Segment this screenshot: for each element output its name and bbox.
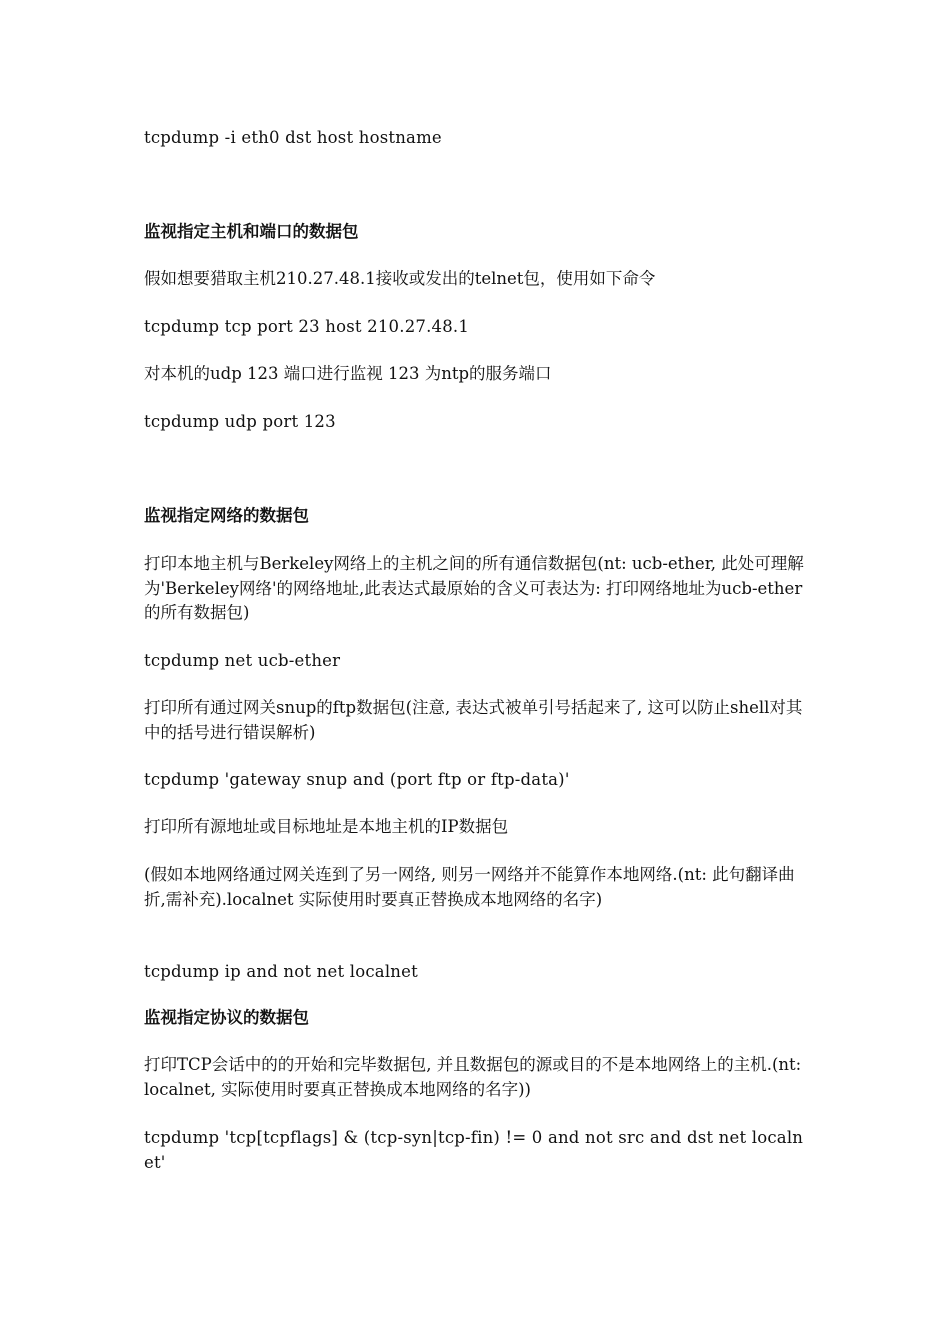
section-heading-network: 监视指定网络的数据包 [144,506,309,525]
paragraph: 打印本地主机与Berkeley网络上的主机之间的所有通信数据包(nt: ucb-ether, 此处可理解为'Berkeley网络'的网络地址,此表达式最原始的含义可表达为: 打印网络地址为ucb-ether的所有数据包) [144,554,804,622]
paragraph: 打印所有源地址或目标地址是本地主机的IP数据包 [144,817,509,836]
section-heading-host-port: 监视指定主机和端口的数据包 [144,222,359,241]
paragraph: (假如本地网络通过网关连到了另一网络, 则另一网络并不能算作本地网络.(nt: 此句翻译曲折,需补充).localnet 实际使用时要真正替换成本地网络的名字) [144,865,795,909]
section-heading-protocol: 监视指定协议的数据包 [144,1008,309,1027]
command-line: tcpdump net ucb-ether [144,651,341,670]
command-line: tcpdump ip and not net localnet [144,962,418,981]
command-line: tcpdump -i eth0 dst host hostname [144,128,442,147]
command-line: tcpdump 'tcp[tcpflags] & (tcp-syn|tcp-fin) != 0 and not src and dst net localnet' [144,1128,804,1172]
command-line: tcpdump 'gateway snup and (port ftp or ftp-data)' [144,770,570,789]
paragraph: 打印TCP会话中的的开始和完毕数据包, 并且数据包的源或目的不是本地网络上的主机.(nt: localnet, 实际使用时要真正替换成本地网络的名字)) [144,1055,807,1099]
paragraph: 对本机的udp 123 端口进行监视 123 为ntp的服务端口 [144,364,552,383]
paragraph: 打印所有通过网关snup的ftp数据包(注意, 表达式被单引号括起来了, 这可以防止shell对其中的括号进行错误解析) [144,698,803,742]
command-line: tcpdump tcp port 23 host 210.27.48.1 [144,317,470,336]
command-line: tcpdump udp port 123 [144,412,336,431]
paragraph: 假如想要猎取主机210.27.48.1接收或发出的telnet包，使用如下命令 [144,269,656,288]
